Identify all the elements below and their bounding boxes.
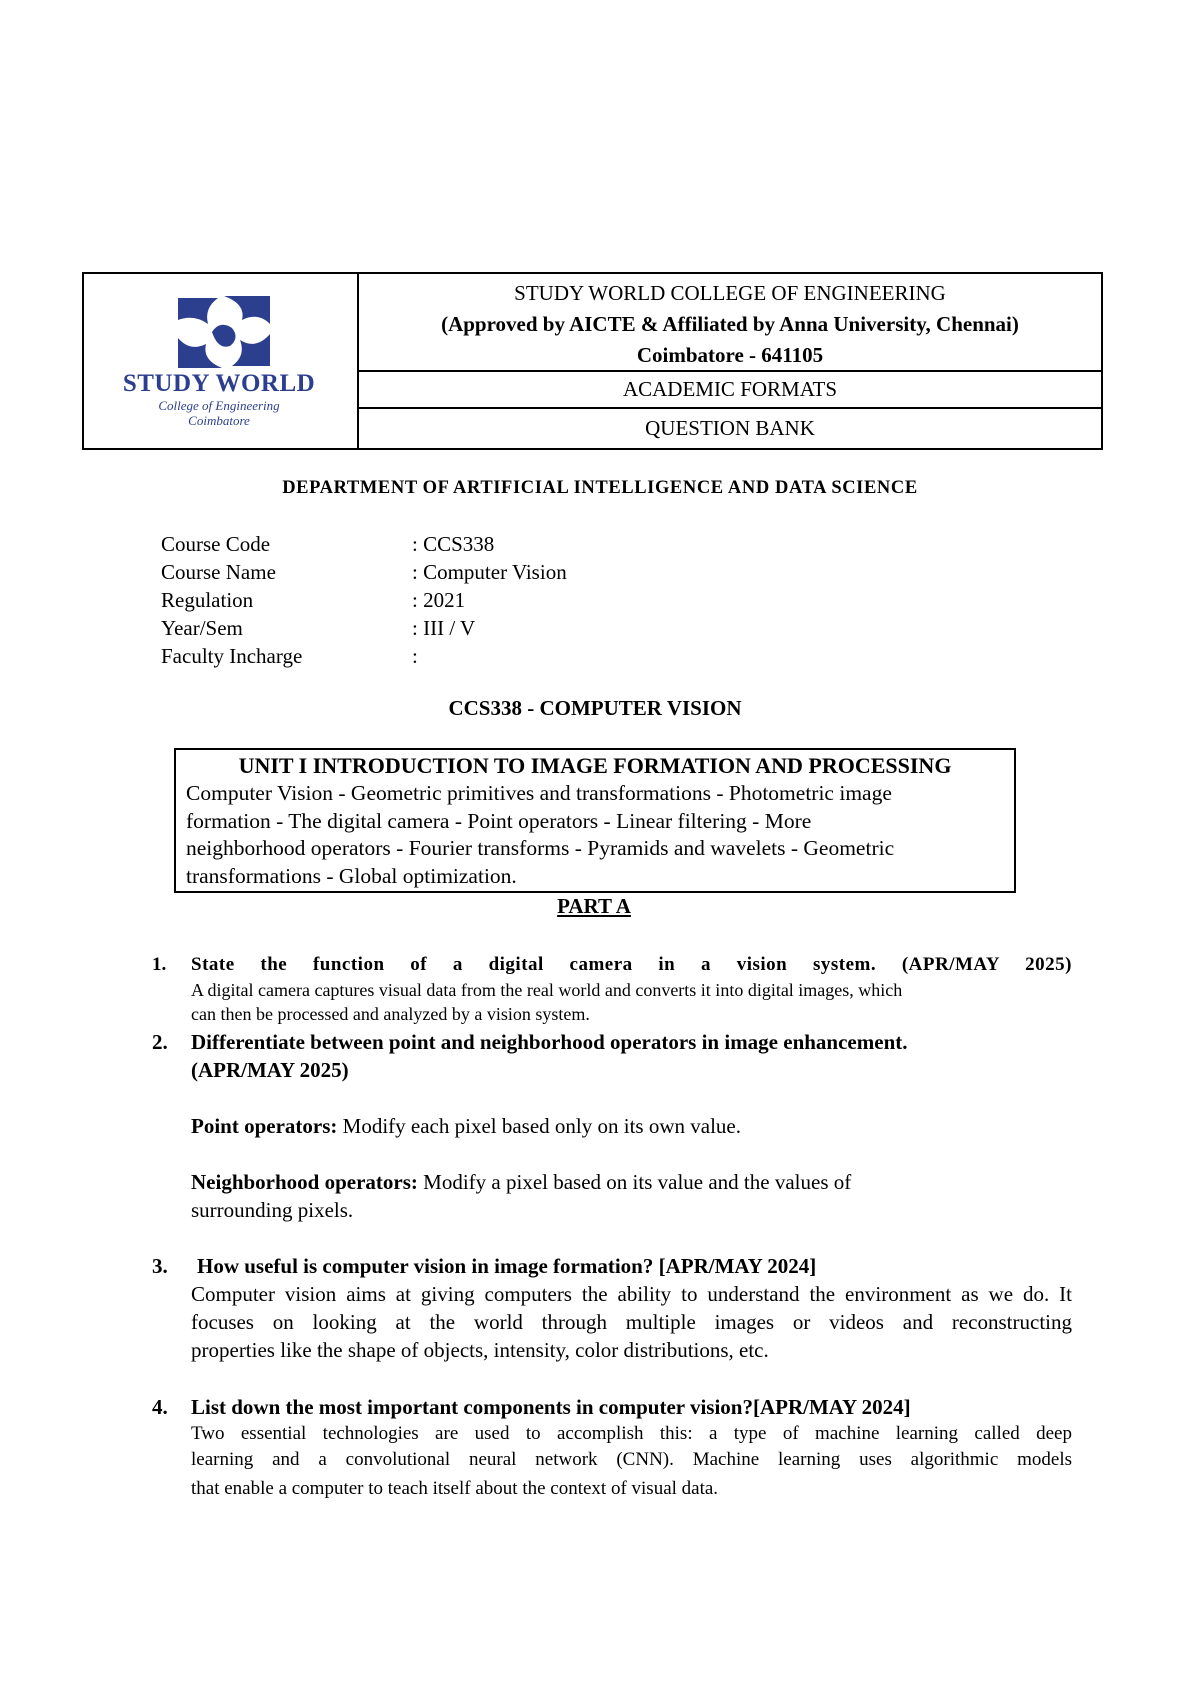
- logo-sub-text-2: Coimbatore: [188, 413, 250, 428]
- info-value: : 2021: [412, 588, 466, 612]
- college-logo-icon: [174, 294, 274, 370]
- info-row: [161, 614, 761, 642]
- info-label: Course Name: [161, 560, 276, 584]
- logo-cell: [84, 274, 359, 448]
- question-bank: QUESTION BANK: [645, 416, 815, 440]
- answer-label: Neighborhood operators:: [191, 1170, 418, 1194]
- answer-text: Modify a pixel based on its value and the values of: [417, 1170, 852, 1194]
- unit-line: formation - The digital camera - Point operators - Linear filtering - More: [186, 808, 812, 833]
- answer-line: focuses on looking at the world through multiple images or videos and reconstructing: [191, 1310, 1072, 1334]
- unit-line: transformations - Global optimization.: [186, 863, 517, 888]
- answer-line: properties like the shape of objects, intensity, color distributions, etc.: [191, 1338, 769, 1362]
- answer-point-operators: [191, 1112, 1072, 1140]
- info-value: : III / V: [412, 616, 476, 640]
- info-label: Regulation: [161, 588, 254, 612]
- question-body: [191, 1393, 1072, 1505]
- answer-line: learning and a convolutional neural network (CNN). Machine learning uses algorithmic models: [191, 1449, 1072, 1470]
- header-table: [82, 272, 1103, 450]
- logo-sub-text: College of Engineering: [158, 398, 280, 413]
- question-number: 2.: [152, 1030, 168, 1054]
- logo-text: [114, 370, 324, 428]
- info-label: Year/Sem: [161, 616, 243, 640]
- college-info: [359, 274, 1101, 372]
- unit-title: UNIT I INTRODUCTION TO IMAGE FORMATION AND PROCESSING: [238, 753, 952, 778]
- course-info: [161, 530, 761, 670]
- formats-row: [359, 372, 1101, 409]
- doc-type-row: [359, 409, 1101, 448]
- answer-line: that enable a computer to teach itself about the context of visual data.: [191, 1478, 719, 1499]
- header-right: [359, 274, 1101, 448]
- part-a-heading: PART A: [557, 894, 631, 918]
- answer-label: Point operators:: [191, 1114, 338, 1138]
- answer-line: can then be processed and analyzed by a vision system.: [191, 1004, 590, 1024]
- info-label: Course Code: [161, 532, 271, 556]
- info-row: [161, 642, 761, 670]
- question-number: 1.: [152, 954, 167, 975]
- info-value: : CCS338: [412, 532, 495, 556]
- question-body: [191, 952, 1072, 1026]
- answer-line: Computer vision aims at giving computers the ability to understand the environment as we do. It: [191, 1282, 1072, 1306]
- info-value: :: [412, 644, 418, 668]
- question-body: [197, 1252, 1072, 1280]
- info-label: Faculty Incharge: [161, 644, 303, 668]
- info-value: : Computer Vision: [412, 560, 567, 584]
- answer-line: surrounding pixels.: [191, 1198, 354, 1222]
- logo-main-text: STUDY WORLD: [122, 370, 316, 397]
- department-title: DEPARTMENT OF ARTIFICIAL INTELLIGENCE AND DATA SCIENCE: [282, 478, 918, 498]
- question-number: 3.: [152, 1254, 168, 1278]
- info-row: [161, 558, 761, 586]
- answer-neighborhood-operators: [191, 1168, 1072, 1196]
- question-text: Differentiate between point and neighborhood operators in image enhancement.: [191, 1030, 908, 1054]
- academic-formats: ACADEMIC FORMATS: [622, 377, 838, 401]
- question-text: How useful is computer vision in image formation? [APR/MAY 2024]: [197, 1254, 817, 1278]
- college-location: Coimbatore - 641105: [636, 343, 824, 367]
- subject-title: CCS338 - COMPUTER VISION: [448, 696, 742, 720]
- answer-body: [191, 1280, 1072, 1364]
- answer-text: Modify each pixel based only on its own value.: [337, 1114, 741, 1138]
- unit-box: [174, 748, 1016, 893]
- answer-line: A digital camera captures visual data from the real world and converts it into digital images, which: [191, 980, 903, 1000]
- college-name: STUDY WORLD COLLEGE OF ENGINEERING: [514, 281, 946, 305]
- question-text: State the function of a digital camera in a vision system. (APR/MAY 2025): [191, 954, 1072, 975]
- question-text-2: (APR/MAY 2025): [191, 1058, 349, 1082]
- approval-text: (Approved by AICTE & Affiliated by Anna University, Chennai): [441, 312, 1019, 336]
- unit-line: neighborhood operators - Fourier transforms - Pyramids and wavelets - Geometric: [186, 836, 895, 860]
- question-body: [191, 1028, 1072, 1224]
- info-row: [161, 530, 761, 558]
- unit-line: Computer Vision - Geometric primitives and transformations - Photometric image: [186, 781, 892, 805]
- question-text: List down the most important components in computer vision?[APR/MAY 2024]: [191, 1395, 911, 1419]
- answer-line: Two essential technologies are used to accomplish this: a type of machine learning called deep: [191, 1423, 1072, 1444]
- question-number: 4.: [152, 1395, 168, 1419]
- info-row: [161, 586, 761, 614]
